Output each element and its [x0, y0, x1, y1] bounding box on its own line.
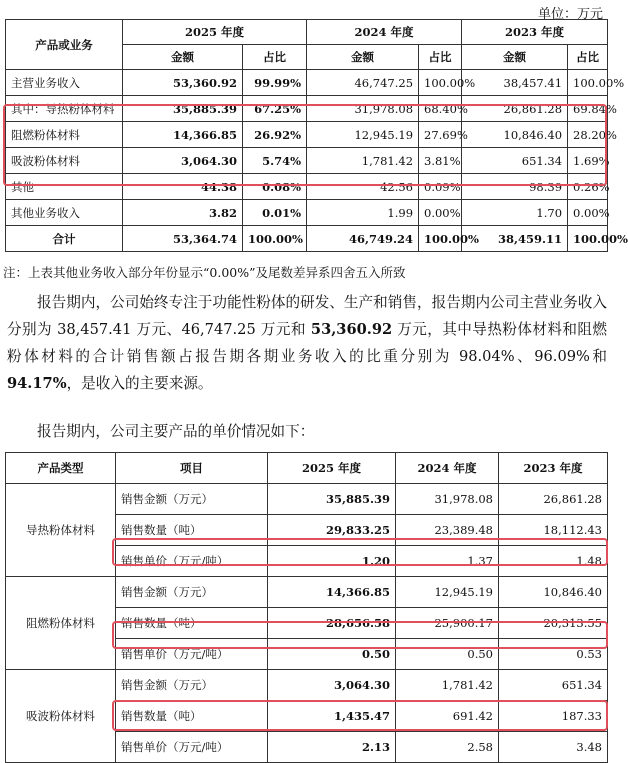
ratio-cell: 27.69% — [419, 122, 462, 148]
header-amount: 金额 — [307, 45, 419, 70]
table-row — [6, 577, 608, 608]
amount-cell: 10,846.40 — [462, 122, 568, 148]
amount-cell: 44.38 — [123, 174, 243, 200]
value-cell: 10,846.40 — [499, 577, 608, 608]
amount-cell: 46,749.24 — [307, 226, 419, 252]
amount-cell: 38,459.11 — [462, 226, 568, 252]
ratio-cell: 0.01% — [243, 200, 307, 226]
table-note: 注：上表其他业务收入部分年份显示“0.00%”及尾数差异系四舍五入所致 — [3, 265, 406, 280]
header-item: 项目 — [116, 453, 268, 484]
value-cell: 1.37 — [396, 546, 499, 577]
ratio-cell: 99.99% — [243, 70, 307, 96]
value-cell: 35,885.39 — [268, 484, 396, 515]
value-cell: 18,112.43 — [499, 515, 608, 546]
ratio-cell: 26.92% — [243, 122, 307, 148]
product-type-cell: 阻燃粉体材料 — [6, 577, 116, 670]
value-cell: 0.50 — [396, 639, 499, 670]
value-cell: 26,861.28 — [499, 484, 608, 515]
header-year-2023: 2023 年度 — [462, 20, 608, 45]
row-label: 主营业务收入 — [6, 70, 123, 96]
value-cell: 12,945.19 — [396, 577, 499, 608]
ratio-cell: 67.25% — [243, 96, 307, 122]
ratio-cell: 100.00% — [568, 70, 608, 96]
value-cell: 1,781.42 — [396, 670, 499, 701]
para1-text: ，是收入的主要来源。 — [66, 375, 213, 392]
table-row — [6, 226, 608, 252]
row-label: 其中：导热粉体材料 — [6, 96, 123, 122]
header-product-type: 产品类型 — [6, 453, 116, 484]
value-cell: 29,833.25 — [268, 515, 396, 546]
table-row — [6, 96, 608, 122]
amount-cell: 38,457.41 — [462, 70, 568, 96]
product-type-cell: 导热粉体材料 — [6, 484, 116, 577]
item-cell: 销售金额（万元） — [116, 484, 268, 515]
header-year-2024: 2024 年度 — [307, 20, 462, 45]
amount-cell: 53,364.74 — [123, 226, 243, 252]
value-cell: 14,366.85 — [268, 577, 396, 608]
value-cell: 28,656.58 — [268, 608, 396, 639]
amount-cell: 35,885.39 — [123, 96, 243, 122]
item-cell: 销售数量（吨） — [116, 608, 268, 639]
header-ratio: 占比 — [243, 45, 307, 70]
item-cell: 销售单价（万元/吨） — [116, 546, 268, 577]
ratio-cell: 0.09% — [419, 174, 462, 200]
value-cell: 31,978.08 — [396, 484, 499, 515]
header-amount: 金额 — [123, 45, 243, 70]
ratio-cell: 3.81% — [419, 148, 462, 174]
ratio-cell: 5.74% — [243, 148, 307, 174]
amount-cell: 3.82 — [123, 200, 243, 226]
value-cell: 0.53 — [499, 639, 608, 670]
value-cell: 2.58 — [396, 732, 499, 763]
row-label: 阻燃粉体材料 — [6, 122, 123, 148]
amount-cell: 98.39 — [462, 174, 568, 200]
row-label: 其他 — [6, 174, 123, 200]
table-row — [6, 148, 608, 174]
para1-text: 万元，其中导热粉体材料和阻燃粉体材料的合计销售额占报告期各期业务收入的比重分别为 98.04%、96.09%和 — [7, 321, 608, 365]
value-cell: 23,389.48 — [396, 515, 499, 546]
table-row — [6, 174, 608, 200]
amount-cell: 53,360.92 — [123, 70, 243, 96]
value-cell: 187.33 — [499, 701, 608, 732]
header-year-2023: 2023 年度 — [499, 453, 608, 484]
paragraph-revenue — [7, 289, 607, 397]
table-row — [6, 200, 608, 226]
value-cell: 3.48 — [499, 732, 608, 763]
row-label: 吸波粉体材料 — [6, 148, 123, 174]
item-cell: 销售单价（万元/吨） — [116, 732, 268, 763]
amount-cell: 42.56 — [307, 174, 419, 200]
value-cell: 3,064.30 — [268, 670, 396, 701]
item-cell: 销售金额（万元） — [116, 670, 268, 701]
amount-cell: 1.99 — [307, 200, 419, 226]
item-cell: 销售数量（吨） — [116, 515, 268, 546]
ratio-cell: 100.00% — [419, 70, 462, 96]
header-amount: 金额 — [462, 45, 568, 70]
ratio-cell: 100.00% — [243, 226, 307, 252]
para1-text: 报告期内，公司始终专注于功能性粉体的研发、生产和销售，报告期内公司主营业务收入分别为 38,457.41 万元、46,747.25 万元和 — [7, 294, 607, 338]
ratio-cell: 100.00% — [568, 226, 608, 252]
item-cell: 销售单价（万元/吨） — [116, 639, 268, 670]
amount-cell: 12,945.19 — [307, 122, 419, 148]
amount-cell: 1,781.42 — [307, 148, 419, 174]
amount-cell: 14,366.85 — [123, 122, 243, 148]
item-cell: 销售金额（万元） — [116, 577, 268, 608]
header-ratio: 占比 — [568, 45, 608, 70]
product-type-cell: 吸波粉体材料 — [6, 670, 116, 763]
table-row — [6, 670, 608, 701]
value-cell: 651.34 — [499, 670, 608, 701]
table-row — [6, 484, 608, 515]
ratio-cell: 0.08% — [243, 174, 307, 200]
unit-label: 单位：万元 — [537, 7, 603, 22]
value-cell: 1,435.47 — [268, 701, 396, 732]
amount-cell: 31,978.08 — [307, 96, 419, 122]
row-label: 合计 — [6, 226, 123, 252]
para1-bold-ratio: 94.17% — [7, 375, 67, 392]
row-label: 其他业务收入 — [6, 200, 123, 226]
header-product: 产品或业务 — [6, 20, 123, 70]
ratio-cell: 1.69% — [568, 148, 608, 174]
amount-cell: 1.70 — [462, 200, 568, 226]
ratio-cell: 28.20% — [568, 122, 608, 148]
amount-cell: 26,861.28 — [462, 96, 568, 122]
ratio-cell: 69.84% — [568, 96, 608, 122]
amount-cell: 3,064.30 — [123, 148, 243, 174]
value-cell: 25,900.17 — [396, 608, 499, 639]
ratio-cell: 0.26% — [568, 174, 608, 200]
ratio-cell: 68.40% — [419, 96, 462, 122]
header-year-2025: 2025 年度 — [123, 20, 307, 45]
ratio-cell: 100.00% — [419, 226, 462, 252]
ratio-cell: 0.00% — [419, 200, 462, 226]
unit-price-table — [5, 452, 608, 763]
table-row — [6, 122, 608, 148]
paragraph-price-intro: 报告期内，公司主要产品的单价情况如下： — [37, 423, 315, 440]
value-cell: 20,313.55 — [499, 608, 608, 639]
header-ratio: 占比 — [419, 45, 462, 70]
revenue-table — [5, 19, 628, 252]
header-year-2024: 2024 年度 — [396, 453, 499, 484]
para1-bold-value: 53,360.92 — [310, 321, 393, 338]
value-cell: 691.42 — [396, 701, 499, 732]
table-row — [6, 70, 608, 96]
value-cell: 0.50 — [268, 639, 396, 670]
value-cell: 1.20 — [268, 546, 396, 577]
header-year-2025: 2025 年度 — [268, 453, 396, 484]
amount-cell: 46,747.25 — [307, 70, 419, 96]
amount-cell: 651.34 — [462, 148, 568, 174]
value-cell: 2.13 — [268, 732, 396, 763]
ratio-cell: 0.00% — [568, 200, 608, 226]
item-cell: 销售数量（吨） — [116, 701, 268, 732]
value-cell: 1.48 — [499, 546, 608, 577]
